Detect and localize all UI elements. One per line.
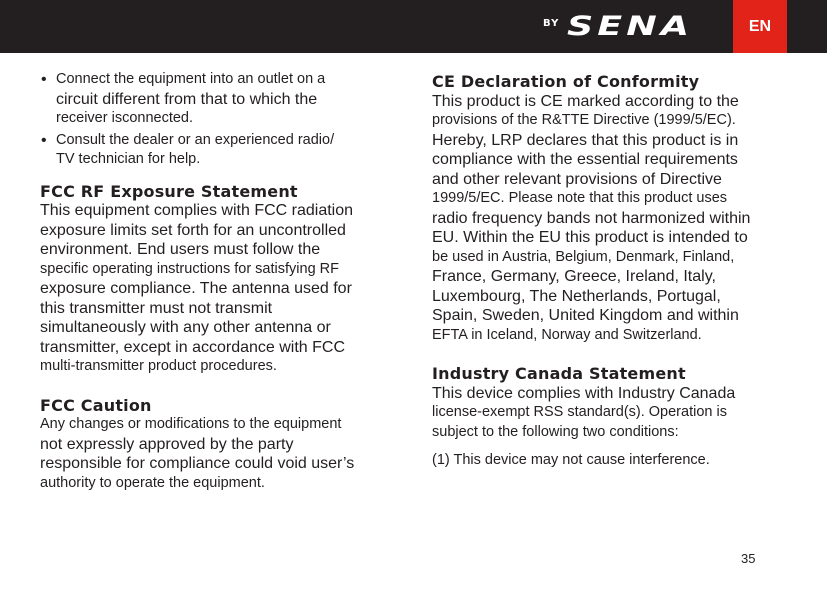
ce-body bbox=[432, 92, 792, 346]
text-line: transmitter, except in accordance with FCC bbox=[40, 338, 346, 356]
text-line: be used in Austria, Belgium, Denmark, Finland, bbox=[432, 248, 735, 265]
fcc-caution-body bbox=[40, 415, 395, 493]
text-line: license-exempt RSS standard(s). Operation is bbox=[432, 404, 727, 420]
text-line: France, Germany, Greece, Ireland, Italy, bbox=[432, 268, 716, 285]
text-line: Any changes or modifications to the equipment bbox=[40, 416, 342, 432]
bullet-line: receiver isconnected. bbox=[56, 110, 194, 126]
text-line: EU. Within the EU this product is intended to bbox=[432, 229, 748, 246]
text-line: This device complies with Industry Canada bbox=[432, 384, 736, 402]
brand-name: SENA bbox=[567, 11, 694, 42]
brand-by: BY bbox=[543, 17, 560, 29]
left-column bbox=[40, 70, 395, 493]
condition-1: (1) This device may not cause interference. bbox=[432, 452, 710, 468]
list-item bbox=[40, 70, 395, 129]
bullet-line: TV technician for help. bbox=[56, 151, 201, 167]
text-line: Hereby, LRP declares that this product is in bbox=[432, 131, 739, 149]
text-line: compliance with the essential requirements bbox=[432, 151, 738, 168]
text-line: Luxembourg, The Netherlands, Portugal, bbox=[432, 287, 721, 305]
bullet-line: • Consult the dealer or an experienced radio/ bbox=[56, 131, 335, 148]
text-line: Spain, Sweden, United Kingdom and within bbox=[432, 307, 739, 324]
text-line: specific operating instructions for satisfying RF bbox=[40, 260, 339, 277]
fcc-rf-heading: FCC RF Exposure Statement bbox=[40, 181, 298, 201]
text-line: provisions of the R&TTE Directive (1999/5/EC). bbox=[432, 112, 736, 128]
fcc-caution-heading: FCC Caution bbox=[40, 395, 152, 415]
industry-canada-heading: Industry Canada Statement bbox=[432, 364, 686, 383]
text-line: environment. End users must follow the bbox=[40, 241, 321, 258]
text-line: subject to the following two conditions: bbox=[432, 423, 679, 440]
ce-heading: CE Declaration of Conformity bbox=[432, 72, 700, 91]
text-line: This product is CE marked according to the bbox=[432, 92, 739, 110]
text-line: simultaneously with any other antenna or bbox=[40, 319, 331, 336]
industry-canada-body bbox=[432, 384, 792, 471]
text-line: exposure compliance. The antenna used for bbox=[40, 280, 352, 297]
text-line: multi-transmitter product procedures. bbox=[40, 358, 277, 374]
fcc-rf-body bbox=[40, 201, 395, 377]
text-line: exposure limits set forth for an uncontrolled bbox=[40, 221, 346, 239]
text-line: responsible for compliance could void user’s bbox=[40, 455, 355, 472]
page-header bbox=[0, 0, 827, 53]
bullet-line: circuit different from that to which the bbox=[56, 90, 318, 108]
right-column bbox=[432, 72, 792, 471]
sena-logo bbox=[543, 11, 694, 42]
text-line: this transmitter must not transmit bbox=[40, 299, 273, 317]
text-line: 1999/5/EC. Please note that this product uses bbox=[432, 190, 728, 206]
language-tab: EN bbox=[733, 0, 787, 53]
text-line: radio frequency bands not harmonized within bbox=[432, 209, 751, 227]
page-number: 35 bbox=[741, 551, 756, 566]
text-line: EFTA in Iceland, Norway and Switzerland. bbox=[432, 326, 702, 343]
list-item bbox=[40, 131, 395, 170]
text-line: authority to operate the equipment. bbox=[40, 474, 265, 491]
text-line: and other relevant provisions of Directive bbox=[432, 170, 722, 188]
bullet-line: • Connect the equipment into an outlet on a bbox=[56, 71, 326, 87]
text-line: This equipment complies with FCC radiation bbox=[40, 202, 354, 219]
text-line: not expressly approved by the party bbox=[40, 435, 294, 453]
